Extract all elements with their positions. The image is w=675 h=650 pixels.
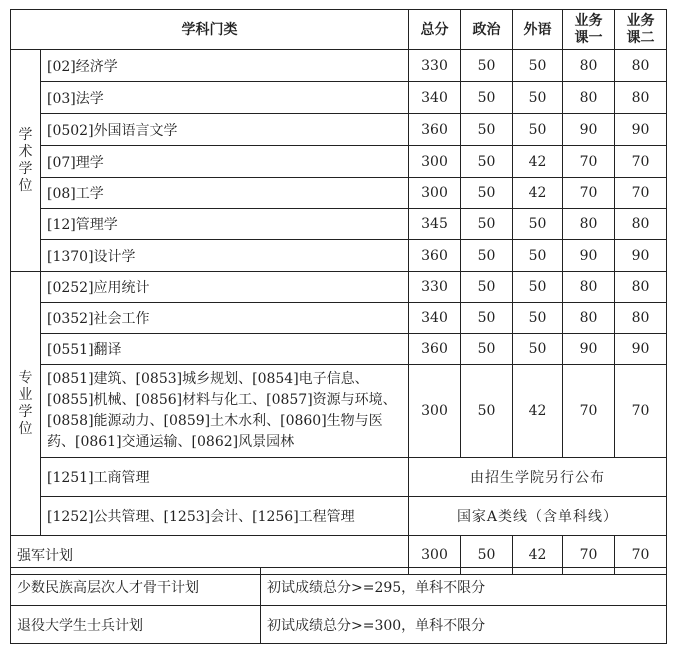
table-row — [11, 365, 667, 458]
politics-score: 50 — [461, 209, 513, 240]
course1-score: 70 — [563, 365, 615, 458]
special-plan-table — [10, 567, 667, 644]
discipline-name: [08]工学 — [41, 178, 409, 209]
table-row — [11, 568, 667, 606]
total-score: 340 — [409, 82, 461, 114]
foreign-score: 50 — [513, 50, 563, 82]
total-score: 345 — [409, 209, 461, 240]
veteran-plan-note: 初试成绩总分>=300，单科不限分 — [261, 606, 667, 644]
course2-score: 80 — [615, 50, 667, 82]
course2-score: 80 — [615, 303, 667, 334]
score-table — [10, 9, 667, 575]
header-category: 学科门类 — [11, 10, 409, 50]
course1-score: 90 — [563, 240, 615, 272]
course2-score: 80 — [615, 82, 667, 114]
national-line-note: 国家A类线（含单科线） — [409, 497, 667, 536]
course1-score: 80 — [563, 82, 615, 114]
politics-score: 50 — [461, 50, 513, 82]
table-row — [11, 334, 667, 365]
politics-score: 50 — [461, 146, 513, 178]
table-row — [11, 240, 667, 272]
professional-group-label: 专业学位 — [11, 272, 41, 536]
politics-score: 50 — [461, 178, 513, 209]
table-row — [11, 114, 667, 146]
course2-score: 80 — [615, 209, 667, 240]
table-row — [11, 606, 667, 644]
table-row — [11, 209, 667, 240]
strong-army-plan: 强军计划 — [11, 536, 409, 575]
course1-score: 90 — [563, 334, 615, 365]
discipline-name: [0352]社会工作 — [41, 303, 409, 334]
table-row — [11, 458, 667, 497]
course2-score: 70 — [615, 536, 667, 575]
total-score: 300 — [409, 365, 461, 458]
discipline-name: [12]管理学 — [41, 209, 409, 240]
discipline-name: [02]经济学 — [41, 50, 409, 82]
course1-score: 80 — [563, 303, 615, 334]
foreign-score: 50 — [513, 240, 563, 272]
politics-score: 50 — [461, 536, 513, 575]
header-row — [11, 10, 667, 50]
total-score: 300 — [409, 146, 461, 178]
total-score: 300 — [409, 536, 461, 575]
politics-score: 50 — [461, 240, 513, 272]
table-row — [11, 272, 667, 303]
course1-score: 70 — [563, 146, 615, 178]
academic-group-label: 学术学位 — [11, 50, 41, 272]
foreign-score: 42 — [513, 178, 563, 209]
foreign-score: 50 — [513, 272, 563, 303]
header-course-1: 业务课一 — [563, 10, 615, 50]
header-course-2: 业务课二 — [615, 10, 667, 50]
discipline-name: [1251]工商管理 — [41, 458, 409, 497]
politics-score: 50 — [461, 365, 513, 458]
course2-score: 80 — [615, 272, 667, 303]
discipline-name: [0252]应用统计 — [41, 272, 409, 303]
course2-score: 90 — [615, 114, 667, 146]
foreign-score: 50 — [513, 303, 563, 334]
politics-score: 50 — [461, 272, 513, 303]
table-row — [11, 497, 667, 536]
politics-score: 50 — [461, 334, 513, 365]
header-foreign-language: 外语 — [513, 10, 563, 50]
course1-score: 80 — [563, 50, 615, 82]
foreign-score: 50 — [513, 334, 563, 365]
header-total: 总分 — [409, 10, 461, 50]
total-score: 300 — [409, 178, 461, 209]
minority-plan: 少数民族高层次人才骨干计划 — [11, 568, 261, 606]
politics-score: 50 — [461, 303, 513, 334]
foreign-score: 42 — [513, 536, 563, 575]
course1-score: 70 — [563, 536, 615, 575]
discipline-name: [07]理学 — [41, 146, 409, 178]
politics-score: 50 — [461, 82, 513, 114]
foreign-score: 42 — [513, 365, 563, 458]
course1-score: 80 — [563, 272, 615, 303]
minority-plan-note: 初试成绩总分>=295，单科不限分 — [261, 568, 667, 606]
discipline-name: [1370]设计学 — [41, 240, 409, 272]
discipline-name: [0851]建筑、[0853]城乡规划、[0854]电子信息、[0855]机械、[0856]材料与化工、[0857]资源与环境、[0858]能源动力、[0859]土木水利、[0860]生物与医药、[0861]交通运输、[0862]风景园林 — [41, 365, 409, 458]
foreign-score: 50 — [513, 209, 563, 240]
discipline-name: [1252]公共管理、[1253]会计、[1256]工程管理 — [41, 497, 409, 536]
table-row — [11, 82, 667, 114]
foreign-score: 50 — [513, 82, 563, 114]
discipline-name: [0502]外国语言文学 — [41, 114, 409, 146]
veteran-plan: 退役大学生士兵计划 — [11, 606, 261, 644]
table-row — [11, 178, 667, 209]
table-row — [11, 146, 667, 178]
course2-score: 70 — [615, 365, 667, 458]
discipline-name: [03]法学 — [41, 82, 409, 114]
total-score: 360 — [409, 334, 461, 365]
course2-score: 90 — [615, 240, 667, 272]
total-score: 360 — [409, 240, 461, 272]
course1-score: 90 — [563, 114, 615, 146]
course2-score: 70 — [615, 146, 667, 178]
foreign-score: 42 — [513, 146, 563, 178]
discipline-name: [0551]翻译 — [41, 334, 409, 365]
foreign-score: 50 — [513, 114, 563, 146]
announcement-note: 由招生学院另行公布 — [409, 458, 667, 497]
total-score: 360 — [409, 114, 461, 146]
politics-score: 50 — [461, 114, 513, 146]
course1-score: 80 — [563, 209, 615, 240]
total-score: 330 — [409, 272, 461, 303]
course2-score: 70 — [615, 178, 667, 209]
course1-score: 70 — [563, 178, 615, 209]
header-politics: 政治 — [461, 10, 513, 50]
total-score: 340 — [409, 303, 461, 334]
total-score: 330 — [409, 50, 461, 82]
course2-score: 90 — [615, 334, 667, 365]
table-row — [11, 50, 667, 82]
table-row — [11, 303, 667, 334]
